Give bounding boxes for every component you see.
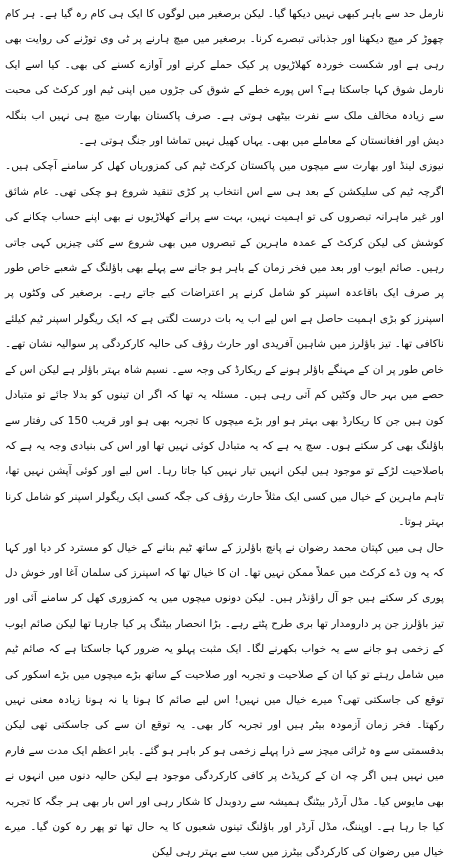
- article-paragraph-2: نیوزی لینڈ اور بھارت سے میچوں میں پاکستان کرکٹ ٹیم کی کمزوریاں کھل کر سامنے آچکی ہیں۔ اگرچہ ٹیم کی سلیکشن کے بعد ہی سے اس انتخاب پر کڑی تنقید شروع ہو چکی تھی۔ عام شائق اور غیر ماہرانہ تبصروں کی تو اہمیت نہیں، بہت سے پرانے کھلاڑیوں نے بھی اپنے حساب چکانے کی کوشش کی لیکن کرکٹ کے عمدہ ماہرین کے تبصروں میں بھی شروع سے کئی چیزیں کہی جاتی رہیں۔ صائم ایوب اور بعد میں فخر زمان کے باہر ہو جانے سے پہلے بھی باؤلنگ کے شعبے خاص طور پر صرف ایک باقاعدہ اسپنر کو شامل کرنے پر اعتراضات کیے جاتے رہے۔ برصغیر کی وکٹوں پر اسپنرز کو بڑی اہمیت حاصل ہے اس لیے اب یہ بات درست لگتی ہے کہ ایک ریگولر اسپنر ٹیم کیلئے ناکافی تھا۔ تیز باؤلرز میں شاہین آفریدی اور حارث رؤف کی حالیہ کارکردگی پر سوالیہ نشان تھے۔ خاص طور پر ان کے مہنگے باؤلر ہونے کے ریکارڈ کی وجہ سے۔ نسیم شاہ بہتر باؤلر ہے لیکن اس کے حصے میں بہر حال وکٹیں کم آتی رہی ہیں۔ مسئلہ یہ تھا کہ اگر ان تینوں کو بدلا جائے تو متبادل کون ہیں جن کا ریکارڈ بھی بہتر ہو اور بڑے میچوں کا تجربہ بھی ہو اور قریب 150 کی رفتار سے باؤلنگ بھی کر سکتے ہوں۔ سچ یہ ہے کہ یہ متبادل کوئی نہیں تھا اور اس کی بنیادی وجہ یہ ہے کہ باصلاحیت لڑکے تو موجود ہیں لیکن انہیں تیار نہیں کیا جاتا رہا۔ اس لیے اور کوئی آپشن نہیں تھا، تاہم ماہرین کے خیال میں کسی ایک مثلاً حارث رؤف کی جگہ کسی ایک ریگولر اسپنر کو شامل کرنا بہتر ہوتا۔: [5, 160, 444, 529]
- article-paragraph-3: حال ہی میں کپتان محمد رضوان نے پانچ باؤلرز کے ساتھ ٹیم بنانے کے خیال کو مسترد کر دیا اور کہا کہ یہ ون ڈے کرکٹ میں عملاً ممکن نہیں تھا۔ ان کا خیال تھا کہ اسپنرز کی سلمان آغا اور خوش دل پوری کر سکتے ہیں جو آل راؤنڈر ہیں۔ لیکن دونوں میچوں میں یہ کمزوری کھل کر سامنے آئی اور تیز باؤلرز جن پر دارومدار تھا بری طرح پٹتے رہے۔ بڑا انحصار بیٹنگ پر کیا جارہا تھا لیکن صائم ایوب کے زخمی ہو جانے سے یہ خواب بکھرنے لگا۔ ایک مثبت پہلو یہ ضرور کہا جاسکتا ہے کہ صائم ٹیم میں شامل رہتے تو کیا ان کے صلاحیت و تجربہ اور صلاحیت کے ساتھ بڑے میچوں میں بڑے اسکور کی توقع کی جاسکتی تھی؟ میرے خیال میں نہیں! اس لیے صائم کا ہونا یا نہ ہونا زیادہ معنی نہیں رکھتا۔ فخر زمان آزمودہ بیٹر ہیں اور تجربہ کار بھی۔ یہ توقع ان سے کی جاسکتی تھی لیکن بدقسمتی سے وہ ٹرائی میچز سے ذرا پہلے زخمی ہو کر باہر ہو گئے۔ بابر اعظم ایک مدت سے فارم میں نہیں ہیں اگر چہ ان کے کریڈٹ پر کافی کارکردگی موجود ہے لیکن حالیہ دنوں میں انہوں نے بھی مایوس کیا۔ مڈل آرڈر بیٹنگ ہمیشہ سے ردوبدل کا شکار رہی اور اس بار بھی ہر جگہ کا تجربہ کیا جا رہا ہے۔ اوپننگ، مڈل آرڈر اور باؤلنگ تینوں شعبوں کا یہ حال تھا تو پھر رہ کون گیا۔ میرے خیال میں رضوان کی کارکردگی بیٹرز میں سب سے بہتر رہی لیکن: [5, 541, 444, 859]
- article-paragraph-1: نارمل حد سے باہر کبھی نہیں دیکھا گیا۔ لیکن برصغیر میں لوگوں کا ایک ہی کام رہ گیا ہے۔ ہر کام چھوڑ کر میچ دیکھنا اور جذباتی تبصرے کرنا۔ برصغیر میں میچ ہارنے پر ٹی وی توڑنے کی روایت بھی رہی ہے اور شکست خوردہ کھلاڑیوں پر کیک حملے کرنے اور آوازے کسنے کی بھی۔ کیا اسے ایک نارمل شوق کہا جاسکتا ہے؟ اس پورے خطے کے شوق کی جڑوں میں اپنی ٹیم اور کرکٹ کی محبت سے زیادہ مخالف ملک سے نفرت بیٹھی ہوتی ہے۔ صرف پاکستان بھارت میچ ہی نہیں اب بنگلہ دیش اور افغانستان کے معاملے میں بھی۔ یہاں کھیل نہیں تماشا اور جنگ ہوتی ہے۔: [5, 8, 444, 148]
